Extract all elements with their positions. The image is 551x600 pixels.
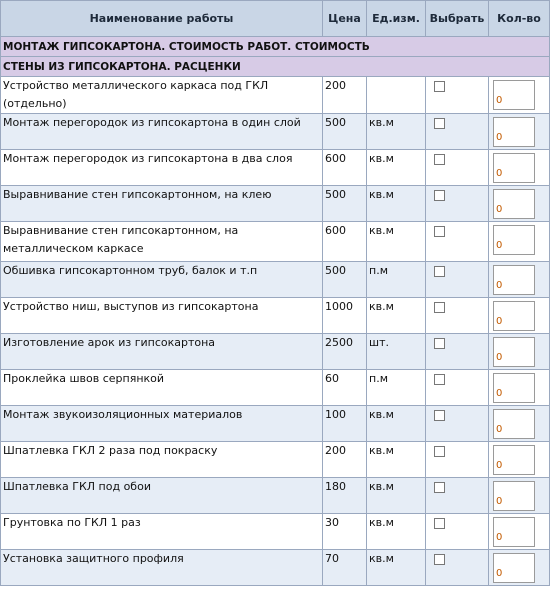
work-unit: кв.м: [367, 442, 426, 478]
qty-cell: [489, 150, 550, 186]
work-price: 60: [323, 370, 367, 406]
work-unit: кв.м: [367, 514, 426, 550]
table-row: [1, 442, 550, 478]
section-title: СТЕНЫ ИЗ ГИПСОКАРТОНА. РАСЦЕНКИ: [1, 57, 550, 77]
table-row: [1, 186, 550, 222]
work-name: Установка защитного профиля: [1, 550, 323, 586]
qty-cell: [489, 222, 550, 262]
work-name: Устройство ниш, выступов из гипсокартона: [1, 298, 323, 334]
qty-input[interactable]: [493, 189, 535, 219]
qty-cell: [489, 77, 550, 114]
work-unit: шт.: [367, 334, 426, 370]
work-name: Шпатлевка ГКЛ под обои: [1, 478, 323, 514]
select-cell: [426, 442, 489, 478]
work-price: 600: [323, 222, 367, 262]
work-name: Монтаж перегородок из гипсокартона в два слоя: [1, 150, 323, 186]
work-name: Грунтовка по ГКЛ 1 раз: [1, 514, 323, 550]
qty-cell: [489, 514, 550, 550]
work-price: 30: [323, 514, 367, 550]
qty-cell: [489, 186, 550, 222]
work-price: 70: [323, 550, 367, 586]
select-cell: [426, 77, 489, 114]
select-checkbox[interactable]: [434, 410, 445, 421]
qty-input[interactable]: [493, 117, 535, 147]
select-cell: [426, 514, 489, 550]
select-cell: [426, 478, 489, 514]
select-checkbox[interactable]: [434, 266, 445, 277]
select-cell: [426, 262, 489, 298]
qty-input[interactable]: [493, 265, 535, 295]
work-unit: кв.м: [367, 114, 426, 150]
select-cell: [426, 550, 489, 586]
work-price: 500: [323, 262, 367, 298]
qty-input[interactable]: [493, 517, 535, 547]
qty-input[interactable]: [493, 225, 535, 255]
work-unit: кв.м: [367, 406, 426, 442]
table-row: [1, 77, 550, 114]
work-unit: кв.м: [367, 222, 426, 262]
header-select: Выбрать: [426, 1, 489, 37]
work-name: Устройство металлического каркаса под ГКЛ (отдельно): [1, 77, 323, 114]
table-row: [1, 478, 550, 514]
header-name: Наименование работы: [1, 1, 323, 37]
work-price: 200: [323, 77, 367, 114]
table-row: [1, 514, 550, 550]
work-unit: кв.м: [367, 298, 426, 334]
qty-cell: [489, 442, 550, 478]
table-row: [1, 334, 550, 370]
qty-cell: [489, 550, 550, 586]
select-cell: [426, 222, 489, 262]
section-row: [1, 37, 550, 57]
table-row: [1, 550, 550, 586]
table-header-row: [1, 1, 550, 37]
select-cell: [426, 406, 489, 442]
qty-input[interactable]: [493, 153, 535, 183]
work-unit: п.м: [367, 262, 426, 298]
select-checkbox[interactable]: [434, 338, 445, 349]
work-name: Шпатлевка ГКЛ 2 раза под покраску: [1, 442, 323, 478]
work-unit: кв.м: [367, 150, 426, 186]
table-row: [1, 370, 550, 406]
select-cell: [426, 334, 489, 370]
qty-cell: [489, 370, 550, 406]
header-price: Цена: [323, 1, 367, 37]
select-checkbox[interactable]: [434, 190, 445, 201]
work-name: Выравнивание стен гипсокартонном, на металлическом каркасе: [1, 222, 323, 262]
qty-input[interactable]: [493, 481, 535, 511]
header-qty: Кол-во: [489, 1, 550, 37]
select-checkbox[interactable]: [434, 446, 445, 457]
work-price: 100: [323, 406, 367, 442]
select-checkbox[interactable]: [434, 81, 445, 92]
work-price: 1000: [323, 298, 367, 334]
select-checkbox[interactable]: [434, 118, 445, 129]
qty-input[interactable]: [493, 337, 535, 367]
work-name: Изготовление арок из гипсокартона: [1, 334, 323, 370]
work-unit: кв.м: [367, 550, 426, 586]
select-cell: [426, 298, 489, 334]
qty-input[interactable]: [493, 373, 535, 403]
select-cell: [426, 114, 489, 150]
table-row: [1, 114, 550, 150]
section-title: МОНТАЖ ГИПСОКАРТОНА. СТОИМОСТЬ РАБОТ. СТОИМОСТЬ: [1, 37, 550, 57]
select-checkbox[interactable]: [434, 554, 445, 565]
select-checkbox[interactable]: [434, 154, 445, 165]
header-unit: Ед.изм.: [367, 1, 426, 37]
qty-cell: [489, 478, 550, 514]
select-cell: [426, 150, 489, 186]
qty-cell: [489, 298, 550, 334]
work-price: 180: [323, 478, 367, 514]
select-checkbox[interactable]: [434, 226, 445, 237]
table-row: [1, 262, 550, 298]
section-row: [1, 57, 550, 77]
work-name: Проклейка швов серпянкой: [1, 370, 323, 406]
select-checkbox[interactable]: [434, 374, 445, 385]
work-name: Монтаж перегородок из гипсокартона в один слой: [1, 114, 323, 150]
table-row: [1, 150, 550, 186]
work-name: Монтаж звукоизоляционных материалов: [1, 406, 323, 442]
work-price: 200: [323, 442, 367, 478]
qty-input[interactable]: [493, 301, 535, 331]
select-cell: [426, 370, 489, 406]
table-body: [1, 37, 550, 586]
table-row: [1, 222, 550, 262]
select-cell: [426, 186, 489, 222]
qty-cell: [489, 262, 550, 298]
select-checkbox[interactable]: [434, 302, 445, 313]
work-unit: кв.м: [367, 478, 426, 514]
qty-cell: [489, 406, 550, 442]
work-price: 500: [323, 114, 367, 150]
select-checkbox[interactable]: [434, 482, 445, 493]
work-unit: п.м: [367, 370, 426, 406]
qty-input[interactable]: [493, 409, 535, 439]
qty-cell: [489, 114, 550, 150]
work-unit: [367, 77, 426, 114]
qty-cell: [489, 334, 550, 370]
work-name: Выравнивание стен гипсокартонном, на клею: [1, 186, 323, 222]
table-row: [1, 298, 550, 334]
work-price: 2500: [323, 334, 367, 370]
work-unit: кв.м: [367, 186, 426, 222]
work-price: 600: [323, 150, 367, 186]
table-row: [1, 406, 550, 442]
work-name: Обшивка гипсокартонном труб, балок и т.п: [1, 262, 323, 298]
work-price: 500: [323, 186, 367, 222]
qty-input[interactable]: [493, 553, 535, 583]
select-checkbox[interactable]: [434, 518, 445, 529]
qty-input[interactable]: [493, 445, 535, 475]
qty-input[interactable]: [493, 80, 535, 110]
